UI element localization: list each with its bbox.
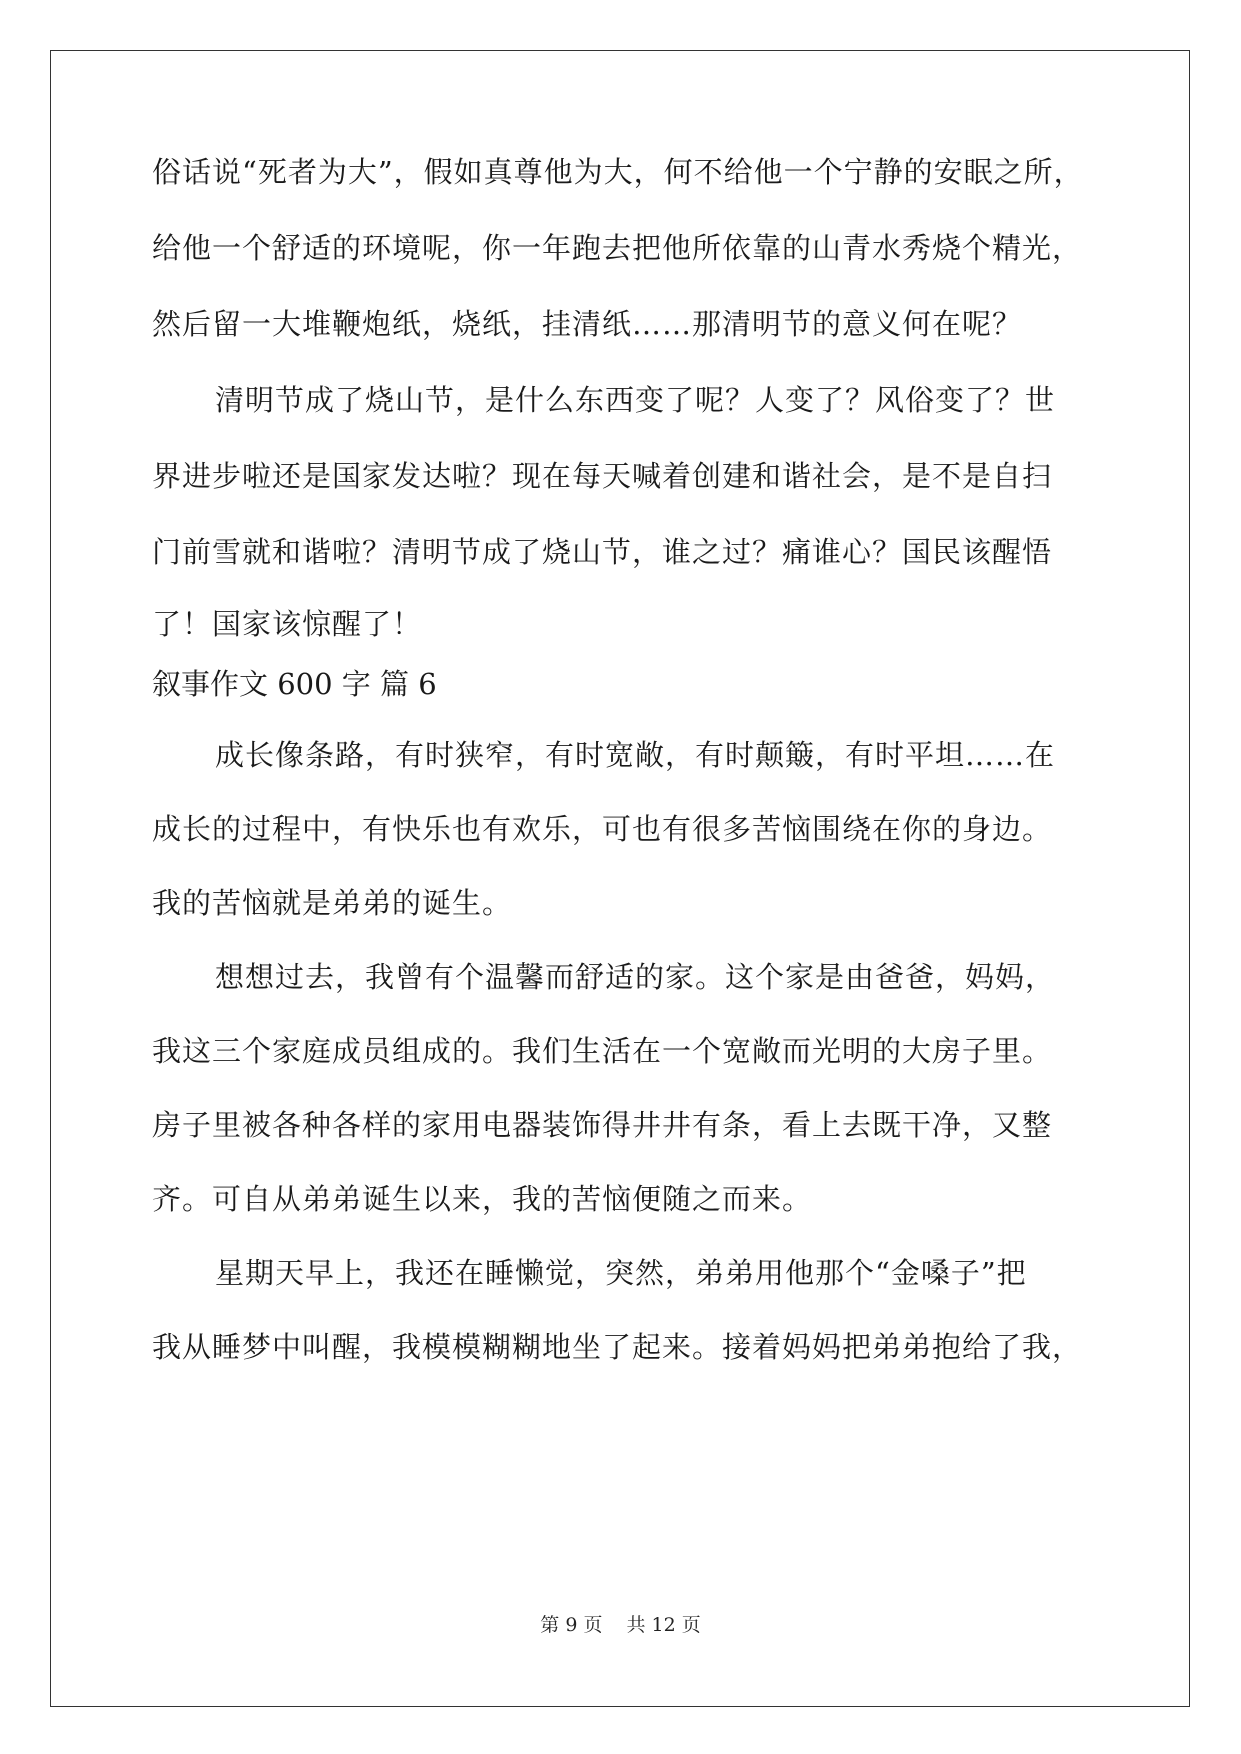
body-line: 房子里被各种各样的家用电器装饰得井井有条，看上去既干净，又整 — [152, 1108, 1053, 1142]
body-line: 俗话说“死者为大”，假如真尊他为大，何不给他一个宁静的安眠之所， — [152, 155, 1084, 189]
page-footer — [0, 1613, 1241, 1637]
paragraph-start-line: 想想过去，我曾有个温馨而舒适的家。这个家是由爸爸，妈妈， — [215, 960, 1056, 994]
paragraph-start-line: 星期天早上，我还在睡懒觉，突然，弟弟用他那个“金嗓子”把 — [215, 1256, 1027, 1290]
page-border — [50, 50, 1190, 1707]
page-total: 共 12 页 — [626, 1614, 701, 1636]
body-line: 我的苦恼就是弟弟的诞生。 — [152, 886, 513, 920]
body-line: 我从睡梦中叫醒，我模模糊糊地坐了起来。接着妈妈把弟弟抱给了我， — [152, 1330, 1083, 1364]
body-line: 齐。可自从弟弟诞生以来，我的苦恼便随之而来。 — [152, 1182, 813, 1216]
body-line: 了！国家该惊醒了！ — [152, 607, 423, 641]
paragraph-start-line: 成长像条路，有时狭窄，有时宽敞，有时颠簸，有时平坦……在 — [215, 738, 1056, 772]
body-line: 我这三个家庭成员组成的。我们生活在一个宽敞而光明的大房子里。 — [152, 1034, 1053, 1068]
body-line: 界进步啦还是国家发达啦？现在每天喊着创建和谐社会，是不是自扫 — [152, 459, 1053, 493]
body-line: 门前雪就和谐啦？清明节成了烧山节，谁之过？痛谁心？国民该醒悟 — [152, 535, 1053, 569]
body-line: 给他一个舒适的环境呢，你一年跑去把他所依靠的山青水秀烧个精光， — [152, 231, 1083, 265]
section-heading: 叙事作文 600 字 篇 6 — [152, 667, 437, 701]
body-line: 然后留一大堆鞭炮纸，烧纸，挂清纸……那清明节的意义何在呢？ — [152, 307, 1023, 341]
paragraph-start-line: 清明节成了烧山节，是什么东西变了呢？人变了？风俗变了？世 — [215, 383, 1056, 417]
body-line: 成长的过程中，有快乐也有欢乐，可也有很多苦恼围绕在你的身边。 — [152, 812, 1053, 846]
page-number: 第 9 页 — [540, 1614, 603, 1636]
